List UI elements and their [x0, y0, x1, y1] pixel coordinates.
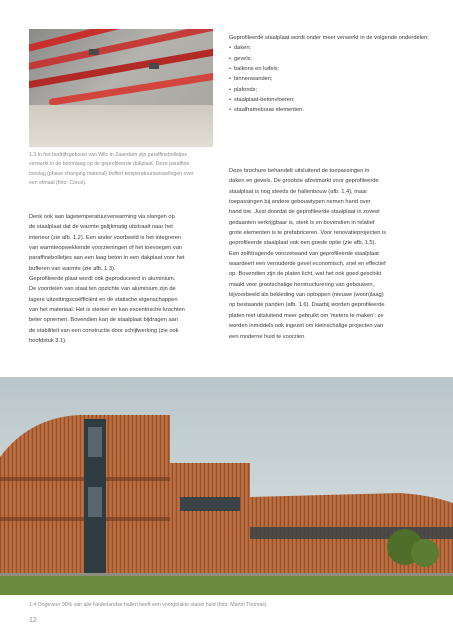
- tube-clip: [149, 63, 159, 69]
- body-text-left: Denk ook aan lagetemperatuurverwarming via slangen op de staalplaat dat de warmte gelijkmatig uitstraalt naar het interieur (zie afb. 1.2). Een ander voorbeeld is het integreren van warmteopwekkende voorzieningen of het toevoegen van paraffinebolletjes aan een laag beton in een dakplaat voor het bufferen van warmte (zie afb. 1.3). Geprofileerde plaat wordt ook geproduceerd in aluminium. De voordelen van staal ten opzichte van aluminium zijn de lagere uitzettingscoëfficiënt en de statische eigenschappen van het materiaal. Het is sterker en kan excentrische krachten beter opnemen. Bovendien kan de staalplaat bijdragen aan de stabiliteit van een constructie door schijfwerking (zie ook hoofdstuk 3.1).: [29, 214, 185, 345]
- window: [88, 427, 102, 457]
- applications-intro: Geprofileerde staalplaat wordt onder meer verwerkt in de volgende onderdelen;: [229, 35, 429, 41]
- list-item: • balkons en luifels;: [229, 64, 429, 74]
- list-item: • staalplaat-betonvloeren;: [229, 95, 429, 105]
- figure-caption-bottom: 1.4 Ongeveer 90% van alle Nederlandse hallen heeft een voorgelakte stalen huid (foto: Martin Thomas).: [29, 602, 268, 608]
- grass: [0, 575, 453, 595]
- window-strip: [180, 497, 240, 511]
- hall-illustration: [0, 377, 453, 595]
- list-item: • staalframebouw elementen.: [229, 105, 429, 115]
- hall-building-photo: [0, 377, 453, 595]
- concrete-board: [29, 105, 213, 147]
- roof-layer-photo: [29, 29, 213, 147]
- applications-list: [229, 43, 429, 115]
- list-item: • plafonds;: [229, 85, 429, 95]
- window: [88, 487, 102, 517]
- window-strip: [250, 527, 453, 539]
- list-item: • binnenwanden;: [229, 74, 429, 84]
- body-text-right: Deze brochure behandelt uitsluitend de toepassingen in daken en gevels. De grootste afzetmarkt voor geprofileerde staalplaat is nog steeds de hallenbouw (afb. 1.4), maar toepassingen bij andere gebouwtypen nemen hand over hand toe. Juist doordat de geprofileerde staalplaat in zoveel gedaanten verkrijgbaar is, sterk is en bovendien in relatief grote elementen is te prefabriceren. Voor renovatieprojecten is geprofileerde staalplaat ook een goede optie (zie afb. 1.5). Een zelfdragende voorzetwand van geprofileerde staalplaat waardeert een verouderde gevel economisch, snel en effectief op. Bovendien zijn de platen licht, wat het ook goed geschikt maakt voor grootschalige herstructurering van gebouwen, bijvoorbeeld als bekleding van optoppen (nieuwe (woon)laag) op bestaande panden (afb. 1.6). Daarbij worden geprofileerde platen niet uitsluitend meer gebruikt om 'meters te maken': ze worden inmiddels ook ingezet om kleinschalige projecten van een moderne huid te voorzien.: [229, 168, 387, 340]
- list-item: • daken;: [229, 43, 429, 53]
- applications-block: [229, 33, 429, 116]
- tube-clip: [89, 49, 99, 55]
- page-number: 12: [29, 617, 37, 624]
- list-item: • gevels;: [229, 54, 429, 64]
- middle-facade: [170, 463, 250, 577]
- tree: [411, 539, 439, 567]
- pavement: [0, 573, 453, 576]
- figure-caption-top: 1.3 In het bedrijfsgebouw van Wilo in Zaandam zijn paraffinebolletjes verwerkt in de betonlaag op de geprofileerde dakplaat. Deze paraffine toeslag (phase changing material) buffert temperatuurswisselingen over een etmaal (foto: Corus).: [29, 152, 194, 186]
